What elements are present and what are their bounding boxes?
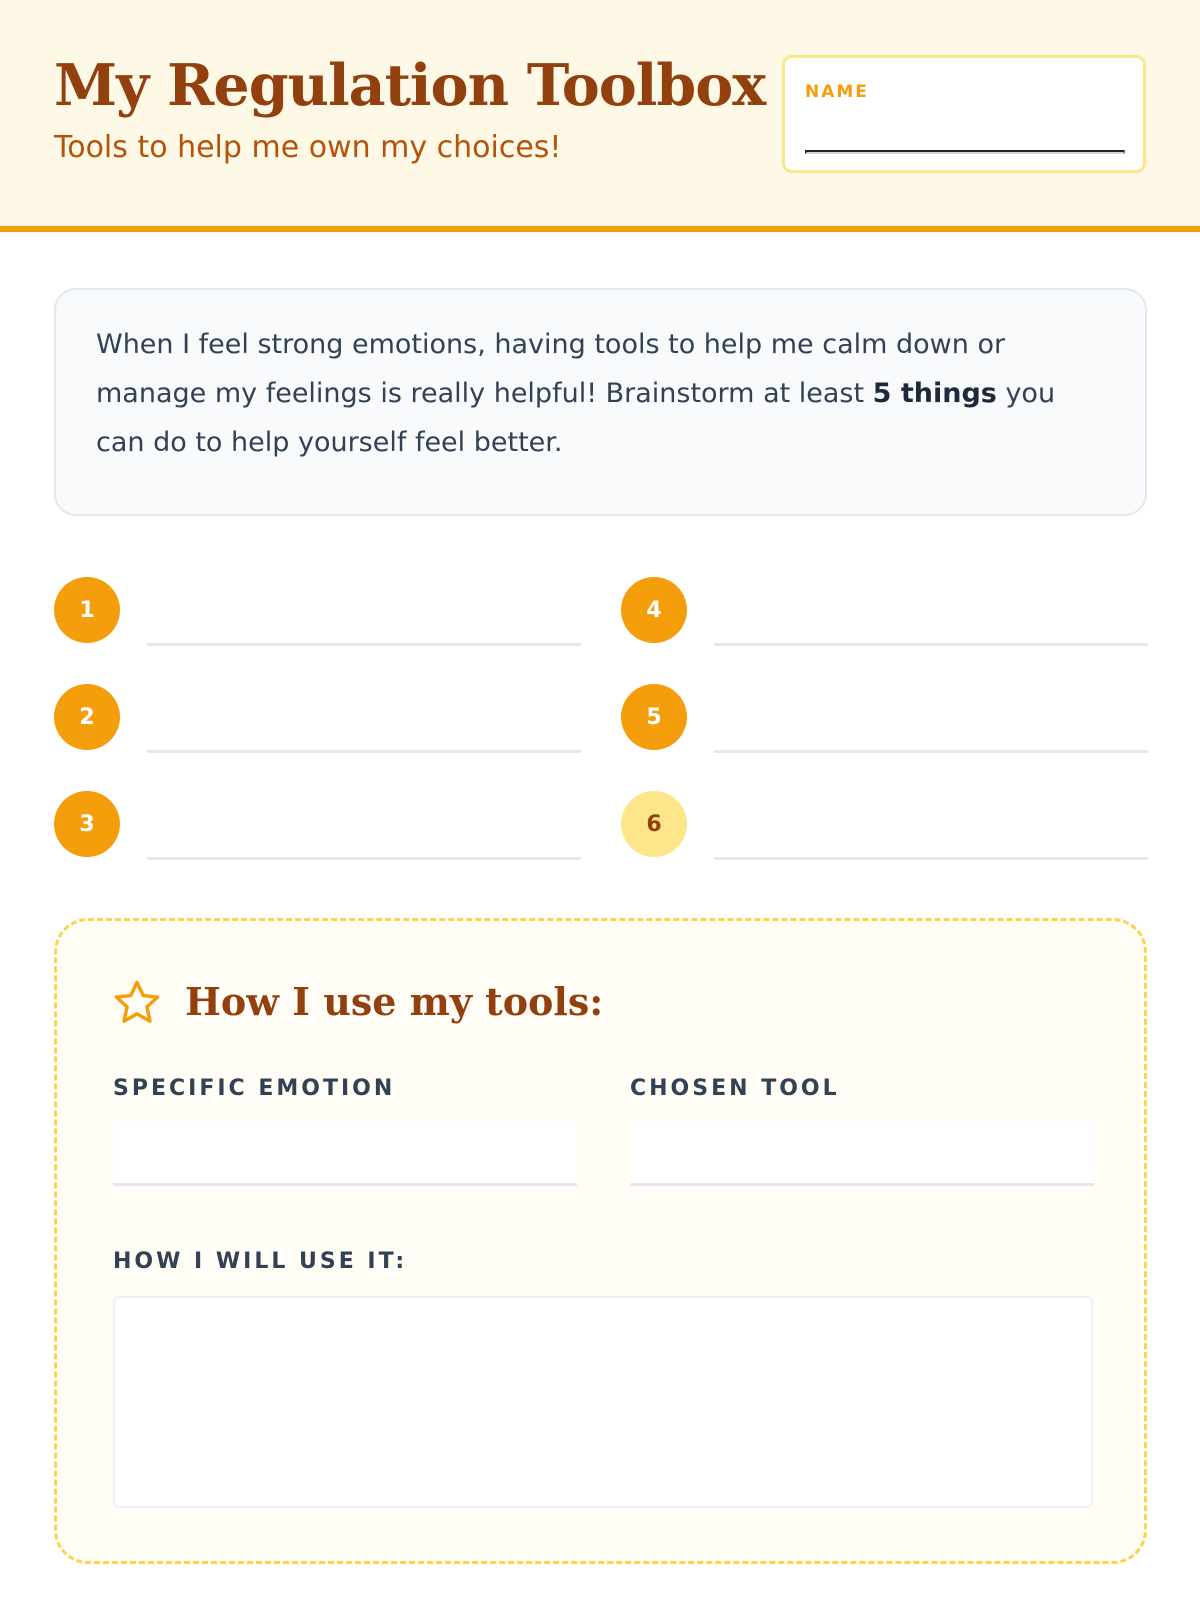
tool-input-5[interactable] [714,713,1148,753]
tool-number-badge: 2 [54,684,120,750]
tool-number-badge-optional: 6 [621,791,687,857]
tool-number-badge: 3 [54,791,120,857]
tool-number-badge: 1 [54,577,120,643]
tool-input-2[interactable] [147,713,581,753]
instructions-text: When I feel strong emotions, having tools to help me calm down or manage my feelings is really helpful! Brainstorm at least [96,329,1006,409]
name-input[interactable] [805,150,1125,154]
header [0,0,1200,232]
tool-input-1[interactable] [147,606,581,646]
page-subtitle: Tools to help me own my choices! [54,130,562,165]
emotion-label: SPECIFIC EMOTION [113,1076,396,1101]
name-label: NAME [805,82,869,102]
tool-number-badge: 5 [621,684,687,750]
tool-input-4[interactable] [714,606,1148,646]
chosen-tool-label: CHOSEN TOOL [630,1076,840,1101]
how-use-label: HOW I WILL USE IT: [113,1249,408,1274]
instructions-text-end: you can do to help yourself feel better. [96,378,1056,458]
instructions-emphasis: 5 things [872,378,997,409]
instructions-box [54,288,1147,516]
chosen-tool-input[interactable] [630,1122,1094,1186]
name-box [782,55,1146,173]
usage-section [54,918,1147,1564]
page-title: My Regulation Toolbox [54,52,766,119]
tool-input-3[interactable] [147,820,581,860]
star-icon [111,977,163,1029]
tool-input-6[interactable] [714,820,1148,860]
how-use-textarea[interactable] [113,1296,1093,1508]
emotion-input[interactable] [113,1122,577,1186]
usage-title: How I use my tools: [185,979,604,1024]
tool-number-badge: 4 [621,577,687,643]
